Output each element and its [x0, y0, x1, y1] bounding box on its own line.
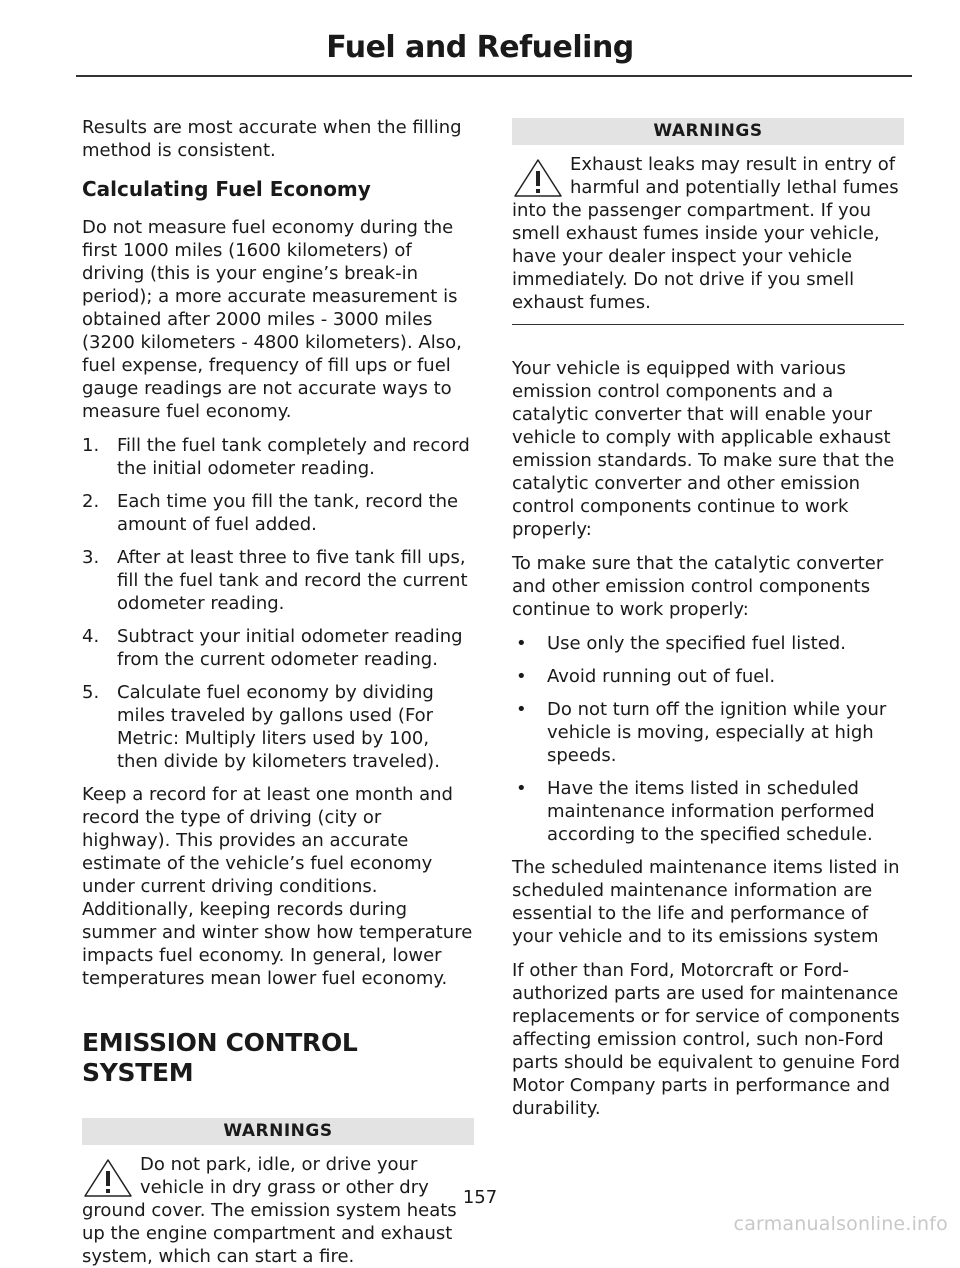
warning-divider — [512, 324, 904, 325]
header-divider — [76, 75, 912, 77]
calculating-fuel-economy-heading: Calculating Fuel Economy — [82, 177, 371, 201]
record-paragraph: Keep a record for at least one month and record the type of driving (city or highway). This provides an accurate estimate of the vehicle’s fuel economy under current driving conditions. Additionally, keeping records during summer and winter show how temperature impacts fuel economy. In general, lower temperatures mean lower fuel economy. — [82, 784, 473, 989]
bullet-text: Do not turn off the ignition while your vehicle is moving, especially at high speeds. — [547, 699, 887, 766]
step-number: 1. — [82, 435, 100, 456]
step-number: 3. — [82, 547, 100, 568]
bullet-marker: • — [516, 666, 527, 687]
list-item — [82, 625, 474, 671]
left-column — [82, 116, 474, 1268]
list-item — [82, 490, 474, 536]
step-text: Calculate fuel economy by dividing miles traveled by gallons used (For Metric: Multiply liters used by 100, then divide by kilometers traveled). — [117, 682, 440, 772]
list-item — [82, 681, 474, 773]
page-title: Fuel and Refueling — [326, 30, 634, 65]
bullet-marker: • — [516, 778, 527, 799]
warning-body — [82, 1153, 474, 1268]
warning-body — [512, 153, 904, 314]
maintenance-paragraph: The scheduled maintenance items listed in scheduled maintenance information are essential to the life and performance of your vehicle and to its emissions system — [512, 857, 900, 947]
calc-paragraph: Do not measure fuel economy during the first 1000 miles (1600 kilometers) of driving (this is your engine’s break-in period); a more accurate measurement is obtained after 2000 miles - 3000 miles (3200 kilometers - 4800 kilometers). Also, fuel expense, frequency of fill ups or fuel gauge readings are not accurate ways to measure fuel economy. — [82, 217, 462, 422]
bullet-text: Have the items listed in scheduled maintenance information performed according to the specified schedule. — [547, 778, 875, 845]
list-item — [512, 665, 904, 688]
step-text: Subtract your initial odometer reading from the current odometer reading. — [117, 626, 463, 670]
emission-paragraph-2: To make sure that the catalytic converter and other emission control components continue to work properly: — [512, 553, 884, 620]
warning-text: Do not park, idle, or drive your vehicle in dry grass or other dry ground cover. The emission system heats up the engine compartment and exhaust system, which can start a fire. — [82, 1154, 457, 1267]
step-number: 5. — [82, 682, 100, 703]
step-text: Fill the fuel tank completely and record the initial odometer reading. — [117, 435, 470, 479]
list-item — [82, 546, 474, 615]
step-number: 4. — [82, 626, 100, 647]
parts-paragraph: If other than Ford, Motorcraft or Ford-authorized parts are used for maintenance replacements or for service of components affecting emission control, such non-Ford parts should be equivalent to genuine Ford Motor Company parts in performance and durability. — [512, 960, 900, 1119]
list-item — [512, 698, 904, 767]
emission-control-heading: EMISSION CONTROL SYSTEM — [82, 1028, 358, 1087]
bullet-text: Use only the specified fuel listed. — [547, 633, 846, 654]
warning-text: Exhaust leaks may result in entry of harmful and potentially lethal fumes into the passenger compartment. If you smell exhaust fumes inside your vehicle, have your dealer inspect your vehicle immediately. Do not drive if you smell exhaust fumes. — [512, 154, 899, 313]
bullet-marker: • — [516, 633, 527, 654]
warning-label: WARNINGS — [512, 118, 904, 145]
emission-paragraph-1: Your vehicle is equipped with various emission control components and a catalytic converter that will enable your vehicle to comply with applicable exhaust emission standards. To make sure that the catalytic converter and other emission control components continue to work properly: — [512, 358, 895, 540]
list-item — [512, 777, 904, 846]
step-text: Each time you fill the tank, record the amount of fuel added. — [117, 491, 459, 535]
bullet-list — [512, 632, 904, 846]
warning-box — [512, 118, 904, 325]
intro-paragraph: Results are most accurate when the filling method is consistent. — [82, 117, 462, 161]
warning-triangle-icon — [512, 157, 564, 199]
bullet-marker: • — [516, 699, 527, 720]
page-number: 157 — [462, 1187, 498, 1208]
list-item — [512, 632, 904, 655]
bullet-text: Avoid running out of fuel. — [547, 666, 776, 687]
right-column — [512, 116, 904, 1131]
watermark-text: carmanualsonline.info — [733, 1213, 948, 1235]
list-item — [82, 434, 474, 480]
step-text: After at least three to five tank fill ups, fill the fuel tank and record the current odometer reading. — [117, 547, 468, 614]
steps-list — [82, 434, 474, 773]
warning-label: WARNINGS — [82, 1118, 474, 1145]
step-number: 2. — [82, 491, 100, 512]
